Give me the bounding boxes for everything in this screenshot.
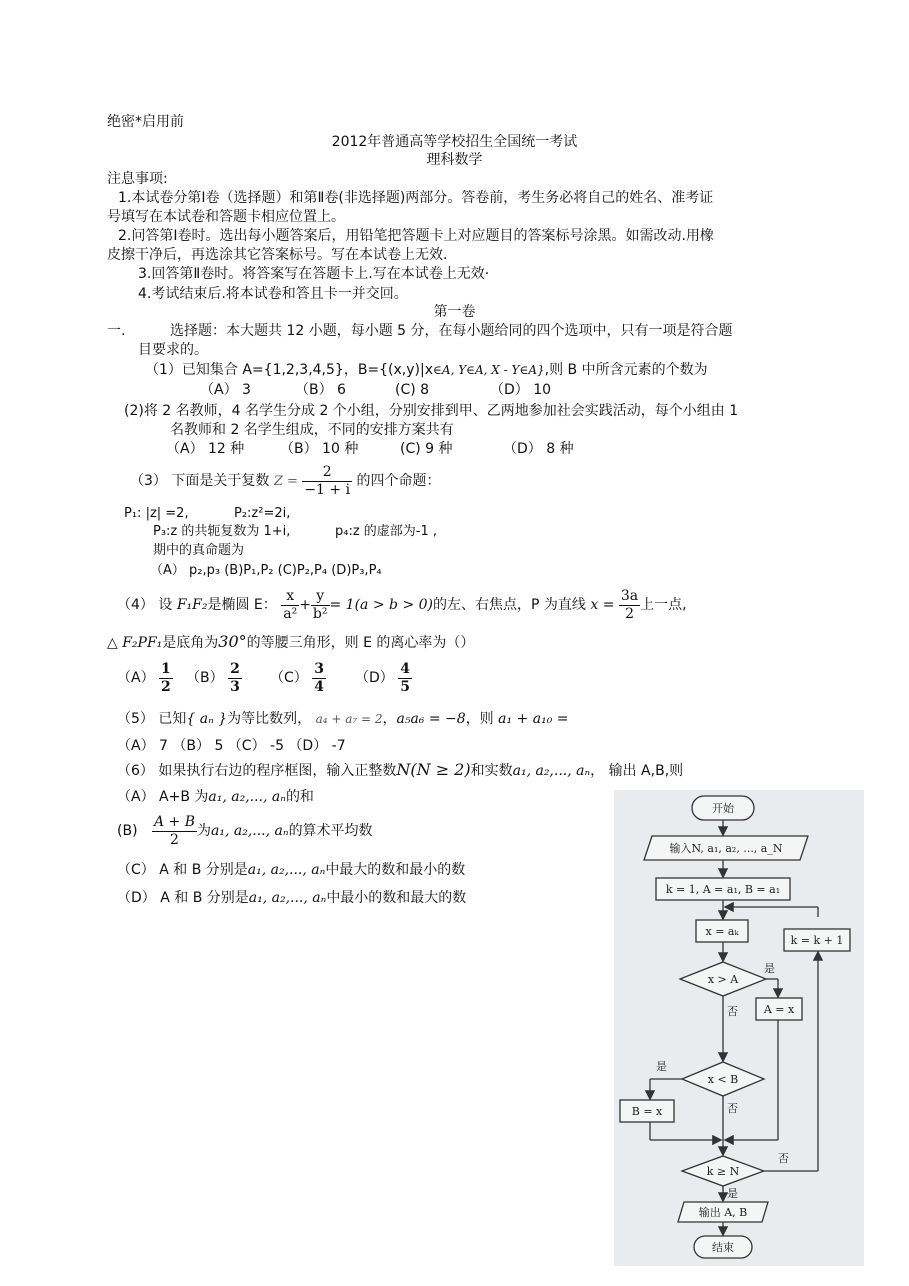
fc-set-a-label: A = x — [763, 1003, 795, 1016]
q6-opt-c-seq: a₁, a₂,..., aₙ — [247, 862, 326, 878]
q4-option-a-label: （A） — [117, 670, 155, 686]
q6-option-c — [117, 861, 465, 879]
q4-option-d — [355, 660, 412, 696]
q2-line-2: 名教师和 2 名学生组成，不同的安排方案共有 — [170, 422, 454, 438]
notice-1-cont: 号填写在本试卷和答题卡相应位置上。 — [107, 209, 345, 225]
q5-seq: { aₙ } — [186, 711, 228, 727]
q4-b-num: 2 — [230, 660, 240, 677]
fc-yes-1: 是 — [764, 962, 775, 975]
q3-true-line: 期中的真命题为 — [153, 543, 245, 558]
q3-p2: P₂:z²=2i, — [234, 506, 291, 521]
secret-label: 绝密*启用前 — [107, 114, 184, 130]
fc-yes-3: 是 — [727, 1187, 738, 1200]
q6-opt-b-num: A + B — [153, 813, 196, 830]
q5-stem-c: ，则 — [465, 711, 494, 727]
q6-option-d — [117, 889, 466, 907]
q4-stem-d: 上一点, — [640, 597, 687, 613]
notice-1: 1.本试卷分第Ⅰ卷（选择题）和第Ⅱ卷(非选择题)两部分。答卷前，考生务必将自己的姓名、准考证 — [118, 190, 714, 206]
q4-line-frac — [619, 588, 640, 623]
q5-stem-b: 为等比数列， — [227, 711, 312, 727]
q4-x-eq: x = — [590, 597, 615, 613]
q6-stem-c: ， 输出 A,B,则 — [590, 763, 684, 779]
q6-option-a — [117, 788, 314, 806]
q4-option-c — [270, 660, 326, 696]
q4-stem — [117, 585, 687, 625]
q4-stem-c: 的左、右焦点，P 为直线 — [433, 597, 586, 613]
part-title: 第一卷 — [433, 304, 476, 320]
q4-d-den: 5 — [400, 678, 410, 695]
q6-opt-c-tail: 中最大的数和最小的数 — [325, 862, 466, 878]
q1-stem-math: ∈A, Y∈A, X - Y∈A} — [433, 363, 545, 377]
fc-no-2: 否 — [727, 1102, 738, 1115]
q4-stem-b: 是椭圆 E： — [207, 597, 277, 613]
q4-b-den: 3 — [230, 678, 240, 695]
q1-stem-a: （1）已知集合 A={1,2,3,4,5}，B={(x,y)|x — [145, 362, 434, 378]
q4-c-den: 4 — [314, 678, 324, 695]
q3-p1: P₁: |z| =2, — [124, 506, 189, 521]
section-line-1: 选择题：本大题共 12 小题，每小题 5 分，在每小题给同的四个选项中，只有一项是符合题 — [170, 323, 733, 339]
q5-comma: ， — [382, 711, 397, 727]
q6-opt-c-text: （C） A 和 B 分别是 — [117, 862, 248, 878]
fc-output-label: 输出 A, B — [698, 1206, 748, 1219]
q4-e-den2: b² — [312, 605, 328, 622]
q5-cond-1: a₄ + a₇ = 2 — [315, 712, 383, 726]
notice-heading: 注息事项: — [107, 171, 168, 187]
q4-option-c-frac — [312, 661, 326, 696]
q1-stem — [145, 361, 708, 379]
notice-2-cont: 皮擦干净后，再选涂其它答案标号。写在本试卷上无效. — [107, 247, 448, 263]
q6-seq: a₁, a₂,..., aₙ — [512, 763, 591, 779]
q4-ellipse-frac-1 — [281, 588, 299, 623]
q6-opt-b-label: (B) — [117, 823, 138, 839]
q3-stem-b: 的四个命题： — [356, 473, 441, 489]
fc-yes-2: 是 — [656, 1060, 667, 1073]
q4-l-den: 2 — [625, 605, 634, 622]
notice-2: 2.问答第Ⅰ卷时。选出每小题答案后，用铅笔把答题卡上对应题目的答案标号涂黑。如需改动.用橡 — [118, 228, 714, 244]
section-line-2: 目要求的。 — [138, 342, 208, 358]
fc-no-3: 否 — [778, 1152, 789, 1165]
fc-start-label: 开始 — [712, 802, 734, 815]
q2-line-1: (2)将 2 名教师，4 名学生分成 2 个小组，分别安排到甲、乙两地参加社会实践活动，每个小组由 1 — [124, 403, 739, 419]
q4-d-num: 4 — [400, 660, 410, 677]
section-number: 一. — [107, 323, 126, 339]
q6-stem — [117, 761, 683, 780]
q3-stem — [130, 463, 441, 499]
q3-options: （A） p₂,p₃ (B)P₁,P₂ (C)P₂,P₄ (D)P₃,P₄ — [150, 563, 382, 578]
q4-ellipse-frac-2 — [311, 588, 330, 623]
q3-z: Z = — [273, 474, 298, 489]
q4-l-num: 3a — [620, 587, 639, 604]
fc-set-b-label: B = x — [631, 1105, 663, 1118]
q6-opt-d-seq: a₁, a₂,..., aₙ — [248, 890, 327, 906]
q5-cond-2: a₅a₆ = −8 — [396, 711, 466, 727]
notice-4: 4.考试结束后.将本试卷和答且卡一并交回。 — [138, 286, 408, 302]
q5-options: （A） 7 （B） 5 （C） -5 （D） -7 — [117, 738, 346, 754]
q6-opt-b-tail: 的算术平均数 — [288, 823, 373, 839]
q4-option-b — [186, 660, 242, 696]
q4-a-num: 1 — [161, 660, 171, 677]
q4-line-2 — [107, 630, 474, 654]
q2-option-a: （A） 12 种 — [166, 441, 245, 457]
q4-e-num2: y — [311, 588, 330, 606]
q6-opt-a-text: （A） A+B 为 — [117, 789, 209, 805]
flowchart-svg — [614, 790, 864, 1266]
q4-c-num: 3 — [314, 660, 324, 677]
q6-option-b — [117, 810, 373, 852]
q1-option-b: （B） 6 — [295, 382, 346, 398]
fc-assign-label: x = aₖ — [705, 925, 739, 938]
fc-input-label: 输入N, a₁, a₂, ..., a_N — [669, 842, 783, 855]
q4-a-den: 2 — [161, 678, 171, 695]
exam-title: 2012年普通高等学校招生全国统一考试 — [331, 134, 578, 150]
q4-option-b-label: （B） — [186, 670, 224, 686]
q4-option-d-label: （D） — [355, 670, 394, 686]
q4-option-d-frac — [398, 661, 412, 696]
q3-p4: p₄:z 的虚部为-1 , — [335, 524, 438, 539]
q1-option-c: (C) 8 — [395, 382, 430, 398]
q1-stem-b: ,则 B 中所含元素的个数为 — [544, 362, 708, 378]
q3-num: 2 — [302, 464, 352, 482]
q3-stem-a: （3） 下面是关于复数 — [130, 473, 270, 489]
q3-fraction — [302, 464, 352, 499]
fc-cond-a-label: x > A — [707, 973, 739, 986]
q4-e-den1: a² — [283, 605, 298, 622]
q4-stem-a: （4） 设 — [117, 597, 173, 613]
q4-line2-c: 的等腰三角形，则 E 的离心率为（） — [246, 635, 475, 651]
q4-line2-b: 是底角为 — [162, 635, 219, 651]
q4-option-a-frac — [159, 661, 173, 696]
q6-stem-a: （6） 如果执行右边的程序框图，输入正整数 — [117, 763, 397, 779]
q6-opt-d-tail: 中最小的数和最大的数 — [326, 890, 467, 906]
q6-stem-b: 和实数 — [470, 763, 513, 779]
q6-opt-a-seq: a₁, a₂,..., aₙ — [208, 789, 286, 805]
q6-opt-b-frac — [152, 814, 197, 849]
q4-f: F₁F₂ — [176, 597, 208, 613]
fc-inc-label: k = k + 1 — [790, 934, 844, 947]
q5-stem-a: （5） 已知 — [117, 711, 187, 727]
q4-e-num1: x — [281, 588, 299, 606]
q2-option-c: (C) 9 种 — [400, 441, 453, 457]
q6-opt-d-text: （D） A 和 B 分别是 — [117, 890, 249, 906]
q4-triangle: △ F₂PF₁ — [107, 635, 163, 651]
q1-option-d: （D） 10 — [490, 382, 552, 398]
q5-ask: a₁ + a₁₀ = — [498, 711, 569, 727]
q5-stem — [117, 710, 568, 728]
fc-end-label: 结束 — [712, 1241, 734, 1254]
q4-option-a — [117, 660, 173, 696]
fc-cond-k-label: k ≥ N — [706, 1165, 740, 1178]
q3-den: −1 + i — [304, 481, 351, 498]
q6-opt-b-den: 2 — [170, 831, 179, 848]
q4-option-b-frac — [228, 661, 242, 696]
q2-option-d: （D） 8 种 — [503, 441, 574, 457]
q4-angle: 30° — [218, 632, 247, 651]
q6-n: N(N ≥ 2) — [396, 760, 471, 779]
fc-no-1: 否 — [727, 1005, 738, 1018]
q2-option-b: （B） 10 种 — [280, 441, 359, 457]
q3-p3: P₃:z 的共轭复数为 1+i, — [153, 524, 291, 539]
q6-opt-a-tail: 的和 — [285, 789, 314, 805]
fc-init-label: k = 1, A = a₁, B = a₁ — [665, 883, 781, 896]
q4-cond: = 1(a > b > 0) — [329, 597, 433, 613]
notice-3: 3.回答第Ⅱ卷时。将答案写在答题卡上.写在本试卷上无效· — [138, 266, 490, 282]
q4-option-c-label: （C） — [270, 670, 308, 686]
q6-opt-b-seq: a₁, a₂,..., aₙ — [211, 823, 289, 839]
subject-title: 理科数学 — [426, 152, 483, 168]
q6-opt-b-text: 为 — [197, 823, 212, 839]
q4-plus: + — [299, 597, 311, 613]
flowchart — [614, 790, 864, 1266]
q1-option-a: （A） 3 — [200, 382, 251, 398]
fc-cond-b-label: x < B — [707, 1073, 739, 1086]
